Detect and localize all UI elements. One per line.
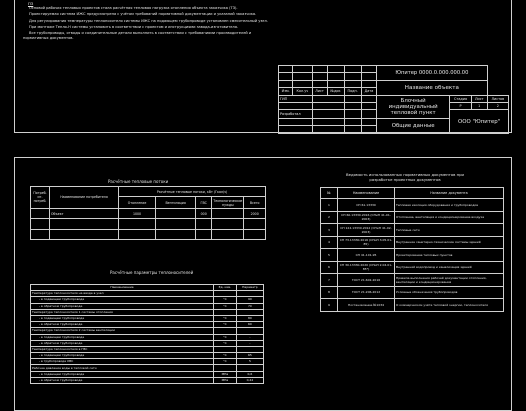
table-row <box>321 249 504 262</box>
stamp-label: Изм. <box>279 88 293 95</box>
note-line: Проектируемая система ИЖС предусмотрена с учётом требований нормативной документации и указаний заказчика. <box>29 12 257 17</box>
note-line: Для регулирования температуры теплоносителя системы ИЖС на подающем трубопроводе установлен смесительный узел. <box>29 18 268 23</box>
project-title: Блочный индивидуальный тепловой пункт <box>377 95 450 118</box>
sheets-value: 2 <box>487 103 508 110</box>
cell-name: Внутренние санитарно-технические системы зданий <box>395 236 504 249</box>
col-name: Наименование <box>31 285 214 291</box>
stage-header: Стадия <box>450 95 472 102</box>
cell-code: СП 30.13330.2020 (СНиП 2.04.01-85*) <box>338 261 395 274</box>
stamp-label: Лист <box>312 88 327 95</box>
cell-no: 6 <box>321 261 338 274</box>
col-consumer-name: Наименование потребителя <box>50 187 119 209</box>
cell-name: О коммерческом учёте тепловой энергии, теплоносителя <box>395 299 504 312</box>
col-code: Наименование <box>338 188 395 199</box>
cell-code: СП 61.13330 <box>338 199 395 212</box>
cell-name: Температура теплоносителя 2 системы вентиляции <box>31 328 214 334</box>
cell-param: 5 <box>236 359 263 365</box>
title-block <box>278 65 509 134</box>
sheet-value: 1 <box>471 103 487 110</box>
cell-unit: °С <box>214 334 237 340</box>
cell-no: 2 <box>321 211 338 224</box>
notes-heading: ПЗ <box>28 1 34 6</box>
table-row <box>321 236 504 249</box>
heat-loads-table <box>30 186 266 240</box>
sheet-gap <box>0 134 526 156</box>
cell-name: - в подающем трубопроводе <box>31 297 214 303</box>
docs-title: Ведомость использованных нормативных документов при разработке проектных документов <box>346 172 464 182</box>
cell-no: 1 <box>321 199 338 212</box>
col-heating: Отопление <box>119 197 156 209</box>
stage-value: Р <box>450 103 472 110</box>
stamp-label: Кол.уч <box>293 88 312 95</box>
note-line: Основой рабочих тепловых проектов стала расчётная тепловая нагрузка отопления объекта заказчика (ТЗ). <box>29 6 238 11</box>
heat-loads-title: Расчётные тепловые потоки <box>108 179 169 184</box>
table-row <box>321 274 504 287</box>
col-hw: ГВС <box>196 197 212 209</box>
role-developer: Разработал <box>279 110 313 119</box>
params-title: Расчётные параметры теплоносителей <box>110 270 194 275</box>
cell-name: - в подающем трубопроводе <box>31 334 214 340</box>
cell-code: Постановление №1034 <box>338 299 395 312</box>
cell-no: 3 <box>321 224 338 237</box>
cell-unit: °С <box>214 297 237 303</box>
cell-param: 60 <box>236 322 263 328</box>
cell-name: - в обратном трубопроводе <box>31 322 214 328</box>
cell-code: ГОСТ 21.206-2012 <box>338 286 395 299</box>
drawing-sheet-top <box>14 0 512 133</box>
cell-name: Тепловая изоляция оборудования и трубопроводов <box>395 199 504 212</box>
stamp-label: №док <box>327 88 344 95</box>
cell-name: Правила выполнения рабочей документации отопления, вентиляции и кондиционирования <box>395 274 504 287</box>
cell-no: 7 <box>321 274 338 287</box>
docs-table <box>320 187 504 312</box>
company-name: ООО "Юпитер" <box>450 110 509 134</box>
general-data-title: Общие данные <box>377 119 450 134</box>
cell-name: - в обратном трубопроводе <box>31 377 214 383</box>
col-doc-name: Название документа <box>395 188 504 199</box>
stamp-label: Дата <box>361 88 376 95</box>
cell-code: ГОСТ 21.602-2016 <box>338 274 395 287</box>
table-row <box>31 377 264 383</box>
cell-name: Проектирование тепловых пунктов <box>395 249 504 262</box>
table-row <box>31 229 266 239</box>
cell-unit: °С <box>214 315 237 321</box>
params-table <box>30 284 264 384</box>
table-row <box>321 261 504 274</box>
cell-name: Тепловые сети <box>395 224 504 237</box>
stamp-label: Подп. <box>344 88 361 95</box>
col-unit: Ед. изм. <box>214 285 237 291</box>
cell-name: - в подающем трубопроводе <box>31 353 214 359</box>
cell-name: Температура теплоносителя 1 системы отопления <box>31 309 214 315</box>
col-no: № <box>321 188 338 199</box>
cell-name: - в подающем трубопроводе <box>31 315 214 321</box>
cell-param: 65 <box>236 353 263 359</box>
cell-name: - в обратном трубопроводе <box>31 303 214 309</box>
cell-unit: °С <box>214 303 237 309</box>
cell-code: СП 124.13330.2012 (СНиП 41-02-2003) <box>338 224 395 237</box>
table-row: Объект 1000 000 2000 <box>31 208 266 218</box>
cell-unit: °С <box>214 359 237 365</box>
note-line: Все трубопроводы, отводы и соединительные детали выполнить в соответствии с требованиями производителей и нормативных документов. <box>23 31 252 41</box>
role-gip: ГИП <box>279 95 313 102</box>
cell-name: Условные обозначения трубопроводов <box>395 286 504 299</box>
cell-name: Рабочее давление воды в тепловой сети <box>31 365 214 371</box>
cell-no: 9 <box>321 299 338 312</box>
col-ventilation: Вентиляция <box>156 197 196 209</box>
col-loads: Расчётные тепловые потоки, кВт (Гкал/ч) <box>119 187 266 197</box>
table-row <box>321 199 504 212</box>
note-line: При монтаже Тепло-Н системы установить в соответствии с проектом и инструкциями завода-изготовителя. <box>29 24 239 29</box>
cell-unit: МПа <box>214 377 237 383</box>
cell-unit: °С <box>214 340 237 346</box>
col-consumer-no: Потреб. ит. потреб. <box>31 187 50 209</box>
cell-name: Отопление, вентиляция и кондиционирование воздуха <box>395 211 504 224</box>
table-row <box>321 224 504 237</box>
cell-unit: °С <box>214 322 237 328</box>
cell-name: Температура теплоносителя в ГВС <box>31 346 214 352</box>
cell-code: СП 60.13330.2016 (СНиП 41-01-2003) <box>338 211 395 224</box>
cell-param: 0,6 <box>236 371 263 377</box>
col-total: Всего <box>244 197 266 209</box>
cell-param: - <box>236 340 263 346</box>
cell-no: 5 <box>321 249 338 262</box>
cell-no: 8 <box>321 286 338 299</box>
cell-name: - в обратном трубопроводе <box>31 340 214 346</box>
cell-name: - в трубопроводе ХВС <box>31 359 214 365</box>
table-row <box>321 211 504 224</box>
table-row <box>321 299 504 312</box>
cell-name: - в подающем трубопроводе <box>31 371 214 377</box>
cell-name: Внутренний водопровод и канализация зданий <box>395 261 504 274</box>
cell-code: СП 73.13330.2016 (СНиП 3.05.01-85) <box>338 236 395 249</box>
table-row <box>321 286 504 299</box>
sheets-header: Листов <box>487 95 508 102</box>
table-row <box>31 219 266 229</box>
cell-unit: °С <box>214 353 237 359</box>
object-name: Название объекта <box>377 80 487 95</box>
general-notes <box>23 1 273 42</box>
cell-param: 90 <box>236 297 263 303</box>
col-param: Параметр <box>236 285 263 291</box>
cell-param: 0,42 <box>236 377 263 383</box>
cell-param: 80 <box>236 315 263 321</box>
cell-param: 70 <box>236 303 263 309</box>
cell-unit: МПа <box>214 371 237 377</box>
document-code: Юпитер 0000.0.000.000.00 <box>377 66 487 81</box>
cell-code: СП 41-101-95 <box>338 249 395 262</box>
cell-no: 4 <box>321 236 338 249</box>
cell-name: Температура теплоносителя на вводе в узел <box>31 291 214 297</box>
cell-param: - <box>236 334 263 340</box>
sheet-header: Лист <box>471 95 487 102</box>
col-tech: Технологические нужды <box>213 198 243 207</box>
